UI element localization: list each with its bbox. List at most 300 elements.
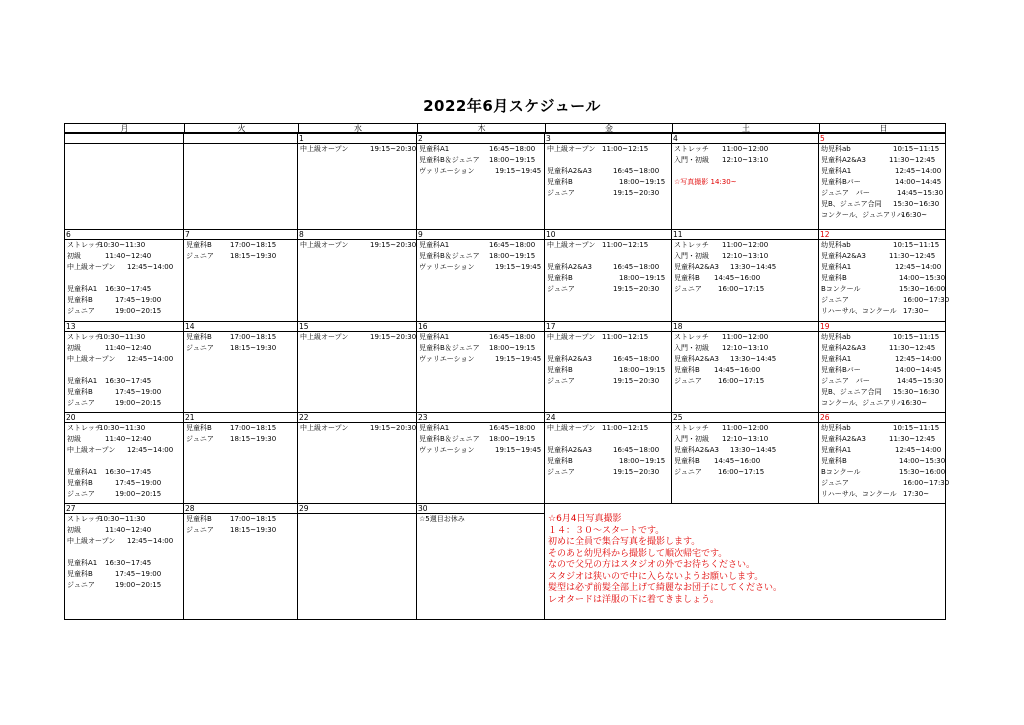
day-cell [544, 229, 671, 321]
schedule-entry [67, 284, 181, 294]
day-number: 1 [299, 134, 304, 143]
class-time: 16:45~18:00 [613, 167, 660, 175]
day-number: 22 [299, 413, 309, 422]
class-time: 11:00~12:00 [722, 333, 769, 341]
class-time: 11:30~12:45 [889, 156, 936, 164]
class-time: 19:15~20:30 [370, 241, 417, 249]
schedule-entry [186, 240, 295, 250]
class-time: 10:15~11:15 [893, 424, 940, 432]
day-number: 28 [185, 504, 195, 513]
day-number: 29 [299, 504, 309, 513]
class-name: 中上級オープン [547, 241, 596, 249]
day-cell [416, 412, 544, 503]
schedule-entry [547, 144, 669, 154]
schedule-entry [674, 240, 816, 250]
class-name: 児童科A1 [67, 468, 98, 476]
schedule-entry [419, 144, 542, 154]
notice-line: １４：３０～スタートです。 [548, 525, 665, 536]
schedule-entry [821, 332, 943, 342]
class-time: 10:30~11:30 [99, 515, 146, 523]
class-time: 11:00~12:15 [602, 333, 649, 341]
day-cell [671, 229, 818, 321]
class-name: 児童科Bバー [821, 366, 861, 374]
class-name: 中上級オープン [67, 263, 116, 271]
class-name: 児童科B [67, 570, 93, 578]
schedule-entry [547, 332, 669, 342]
schedule-entry [821, 155, 943, 165]
class-name: 初級 [67, 252, 81, 260]
class-time: 14:45~15:30 [897, 189, 944, 197]
schedule-entry [821, 467, 946, 477]
class-time: 12:45~14:00 [895, 446, 942, 454]
class-time: 16:45~18:00 [613, 446, 660, 454]
schedule-entry [419, 332, 542, 342]
class-time: 19:15~20:30 [370, 333, 417, 341]
class-time: 19:15~19:45 [495, 263, 542, 271]
class-time: 11:40~12:40 [105, 252, 152, 260]
class-time: 12:45~14:00 [127, 446, 174, 454]
class-name: 児童科A2&A3 [821, 252, 866, 260]
class-time: 11:00~12:00 [722, 424, 769, 432]
class-time: 10:30~11:30 [99, 333, 146, 341]
class-time: 19:15~20:30 [613, 285, 660, 293]
schedule-entry [547, 273, 669, 283]
schedule-entry [674, 467, 816, 477]
class-time: 16:45~18:00 [489, 424, 536, 432]
class-name: Bコンクール [821, 285, 861, 293]
day-number: 30 [418, 504, 428, 513]
class-name: 児童科A1 [821, 446, 852, 454]
day-number: 18 [673, 322, 683, 331]
class-time: 11:00~12:00 [722, 145, 769, 153]
day-number: 13 [66, 322, 76, 331]
class-time: 18:15~19:30 [230, 526, 277, 534]
class-name: ジュニア [67, 490, 95, 498]
class-time: 16:30~17:45 [105, 377, 152, 385]
schedule-entry [674, 456, 816, 466]
class-name: ジュニア [186, 435, 214, 443]
schedule-entry [821, 144, 943, 154]
day-number: 21 [185, 413, 195, 422]
schedule-entry [821, 398, 943, 408]
class-time: 11:30~12:45 [889, 252, 936, 260]
class-name: 児童科A1 [67, 285, 98, 293]
schedule-entry [67, 456, 181, 466]
class-time: 16:45~18:00 [489, 333, 536, 341]
class-name: 中上級オープン [547, 424, 596, 432]
class-name: 児童科B＆ジュニア [419, 344, 480, 352]
day-number: 20 [66, 413, 76, 422]
schedule-entry [674, 376, 816, 386]
schedule-entry [67, 398, 181, 408]
class-name: 児童科A2&A3 [547, 355, 592, 363]
schedule-entry [419, 262, 542, 272]
weekday-wed: 水 [298, 124, 417, 132]
schedule-entry [186, 514, 295, 524]
class-time: 10:15~11:15 [893, 241, 940, 249]
day-cell [183, 321, 297, 412]
class-time: 12:45~14:00 [127, 263, 174, 271]
class-name: ジュニア バー [821, 189, 870, 197]
class-time: 12:45~14:00 [127, 355, 174, 363]
class-name: 児童科A1 [67, 559, 98, 567]
class-name: 児童科Bバー [821, 178, 861, 186]
class-time: 12:45~14:00 [895, 167, 942, 175]
class-name: 幼児科ab [821, 424, 851, 432]
class-time: 16:30~17:45 [105, 468, 152, 476]
schedule-entry [67, 262, 181, 272]
schedule-entry [547, 166, 669, 176]
schedule-entry [67, 547, 181, 557]
class-name: 児童科B＆ジュニア [419, 252, 480, 260]
day-number: 3 [546, 134, 551, 143]
schedule-entry [67, 536, 181, 546]
schedule-entry [67, 273, 181, 283]
class-name: 児童科B [674, 457, 700, 465]
day-cell [818, 503, 946, 620]
schedule-entry [67, 240, 181, 250]
schedule-entry [547, 423, 669, 433]
schedule-entry [821, 365, 943, 375]
day-cell [183, 229, 297, 321]
schedule-entry [67, 489, 181, 499]
schedule-entry [419, 240, 542, 250]
schedule-entry [821, 284, 946, 294]
class-name: 児童科B＆ジュニア [419, 156, 480, 164]
schedule-entry [674, 354, 816, 364]
schedule-entry [67, 558, 181, 568]
class-time: 17:45~19:00 [115, 296, 162, 304]
class-name: 児童科A1 [419, 145, 450, 153]
class-name: 児童科B [186, 424, 212, 432]
class-name: リハーサル、コンクール [821, 307, 897, 315]
class-name: 中上級オープン [67, 355, 116, 363]
class-time: 11:40~12:40 [105, 526, 152, 534]
class-time: 16:00~17:15 [718, 285, 765, 293]
schedule-entry [821, 306, 943, 316]
class-time: 12:10~13:10 [722, 435, 769, 443]
class-name: ストレッチ [674, 424, 709, 432]
class-name: Bコンクール [821, 468, 861, 476]
schedule-entry [674, 445, 816, 455]
class-time: 16:30~ [901, 211, 928, 219]
day-cell [671, 321, 818, 412]
day-number: 16 [418, 322, 428, 331]
schedule-entry [547, 354, 669, 364]
schedule-entry [67, 376, 181, 386]
class-name: ☆5週目お休み [419, 515, 465, 523]
class-time: 16:45~18:00 [613, 355, 660, 363]
day-cell [183, 503, 297, 620]
class-time: 14:45~15:30 [897, 377, 944, 385]
schedule-entry [419, 434, 542, 444]
class-time: 10:15~11:15 [893, 145, 940, 153]
schedule-entry [67, 525, 181, 535]
class-name: 児童科A1 [419, 333, 450, 341]
schedule-entry [547, 284, 669, 294]
day-number: 2 [418, 134, 423, 143]
weekday-fri: 金 [545, 124, 672, 132]
day-cell [544, 133, 671, 229]
class-time: 10:15~11:15 [893, 333, 940, 341]
day-number: 19 [820, 322, 830, 331]
class-time: 18:00~19:15 [619, 366, 666, 374]
schedule-entry [821, 166, 943, 176]
class-name: 中上級オープン [67, 537, 116, 545]
class-name: 児童科A2&A3 [821, 435, 866, 443]
class-name: ジュニア [547, 377, 575, 385]
schedule-entry [674, 273, 816, 283]
class-name: ストレッチ [674, 241, 709, 249]
class-name: ☆写真撮影 14:30~ [674, 178, 737, 186]
class-time: 13:30~14:45 [730, 446, 777, 454]
class-name: ジュニア [674, 377, 702, 385]
schedule-entry [674, 262, 816, 272]
class-time: 11:40~12:40 [105, 344, 152, 352]
schedule-entry [547, 177, 669, 187]
class-name: 中上級オープン [67, 446, 116, 454]
day-number: 4 [673, 134, 678, 143]
class-time: 18:00~19:15 [619, 457, 666, 465]
notice-line: 髪型は必ず前髪全部上げて綺麗なお団子にしてください。 [548, 583, 783, 593]
day-number: 26 [820, 413, 830, 422]
class-name: 児童科B [67, 388, 93, 396]
class-name: 入門・初級 [674, 156, 709, 164]
day-number: 10 [546, 230, 556, 239]
schedule-entry [674, 177, 816, 187]
schedule-entry [419, 445, 542, 455]
day-cell [818, 412, 950, 503]
schedule-entry [674, 343, 816, 353]
class-time: 18:00~19:15 [489, 156, 536, 164]
day-cell [416, 321, 544, 412]
class-time: 19:15~19:45 [495, 446, 542, 454]
schedule-entry [674, 144, 816, 154]
schedule-entry [300, 144, 417, 154]
schedule-entry [67, 569, 181, 579]
schedule-entry [419, 343, 542, 353]
schedule-entry [547, 155, 669, 165]
class-time: 16:30~17:45 [105, 559, 152, 567]
schedule-entry [67, 387, 181, 397]
class-name: 児童科A2&A3 [547, 263, 592, 271]
day-cell [64, 412, 183, 503]
schedule-entry [300, 240, 417, 250]
class-name: ジュニア [186, 252, 214, 260]
class-name: 中上級オープン [547, 145, 596, 153]
class-time: 17:30~ [903, 307, 930, 315]
class-name: ヴァリエーション [419, 446, 475, 454]
schedule-entry [821, 210, 943, 220]
class-name: ストレッチ [67, 515, 102, 523]
schedule-entry [67, 423, 181, 433]
class-time: 15:30~16:00 [899, 468, 946, 476]
class-name: ジュニア [547, 285, 575, 293]
class-time: 17:45~19:00 [115, 479, 162, 487]
schedule-entry [419, 514, 542, 524]
schedule-entry [67, 306, 181, 316]
class-name: ストレッチ [674, 333, 709, 341]
class-name: リハーサル、コンクール [821, 490, 897, 498]
day-cell [64, 229, 183, 321]
day-cell [297, 321, 416, 412]
page-title: 2022年6月スケジュール [423, 97, 601, 115]
day-number: 23 [418, 413, 428, 422]
class-name: 児童科B [67, 479, 93, 487]
class-time: 17:45~19:00 [115, 388, 162, 396]
schedule-entry [821, 343, 943, 353]
class-time: 10:30~11:30 [99, 241, 146, 249]
day-cell [297, 412, 416, 503]
notice-line: ☆6月4日写真撮影 [548, 514, 622, 524]
schedule-entry [419, 423, 542, 433]
day-cell [64, 503, 183, 620]
class-time: 12:45~14:00 [895, 263, 942, 271]
class-name: 児童科B [67, 296, 93, 304]
day-number: 12 [820, 230, 830, 239]
schedule-entry [67, 445, 181, 455]
day-cell [671, 412, 818, 503]
class-name: 入門・初級 [674, 344, 709, 352]
class-name: ヴァリエーション [419, 263, 475, 271]
schedule-entry [547, 376, 669, 386]
day-cell [416, 133, 544, 229]
class-name: 幼児科ab [821, 241, 851, 249]
schedule-entry [300, 423, 417, 433]
day-cell [297, 133, 416, 229]
class-time: 19:00~20:15 [115, 581, 162, 589]
schedule-entry [67, 514, 181, 524]
class-time: 10:30~11:30 [99, 424, 146, 432]
class-time: 14:45~16:00 [714, 366, 761, 374]
class-name: 児童科A2&A3 [674, 446, 719, 454]
schedule-entry [821, 354, 943, 364]
class-name: 児童科A1 [419, 241, 450, 249]
day-cell [671, 133, 818, 229]
schedule-entry [821, 376, 943, 386]
schedule-entry [821, 251, 943, 261]
class-time: 17:00~18:15 [230, 241, 277, 249]
class-time: 16:00~17:15 [718, 377, 765, 385]
schedule-entry [821, 434, 943, 444]
class-name: 中上級オープン [300, 241, 349, 249]
schedule-entry [547, 251, 669, 261]
schedule-entry [674, 284, 816, 294]
class-name: 児童科B [821, 457, 847, 465]
day-number: 25 [673, 413, 683, 422]
day-divider [184, 143, 297, 144]
class-time: 19:00~20:15 [115, 490, 162, 498]
class-name: ストレッチ [67, 333, 102, 341]
schedule-entry [186, 332, 295, 342]
schedule-entry [821, 199, 943, 209]
class-time: 18:00~19:15 [619, 178, 666, 186]
day-cell [64, 321, 183, 412]
class-time: 19:15~20:30 [370, 145, 417, 153]
class-name: 幼児科ab [821, 145, 851, 153]
schedule-entry [67, 434, 181, 444]
class-time: 18:15~19:30 [230, 252, 277, 260]
class-time: 16:45~18:00 [489, 241, 536, 249]
class-name: 初級 [67, 435, 81, 443]
schedule-entry [67, 354, 181, 364]
class-time: 19:15~19:45 [495, 355, 542, 363]
class-time: 18:15~19:30 [230, 344, 277, 352]
class-time: 17:30~ [903, 490, 930, 498]
class-name: 児童科B [674, 366, 700, 374]
class-name: 児童科A2&A3 [821, 344, 866, 352]
day-cell [818, 133, 946, 229]
schedule-entry [674, 434, 816, 444]
class-name: コンクール、ジュニアリハ [821, 399, 904, 407]
class-time: 12:10~13:10 [722, 156, 769, 164]
class-time: 19:00~20:15 [115, 307, 162, 315]
class-time: 18:00~19:15 [489, 252, 536, 260]
schedule-entry [67, 365, 181, 375]
class-time: 17:00~18:15 [230, 424, 277, 432]
class-name: ジュニア [674, 468, 702, 476]
schedule-entry [547, 240, 669, 250]
class-time: 14:00~14:45 [895, 178, 942, 186]
schedule-entry [674, 365, 816, 375]
class-time: 14:00~15:30 [899, 457, 946, 465]
schedule-entry [821, 273, 946, 283]
day-divider [298, 513, 416, 514]
class-name: 初級 [67, 526, 81, 534]
schedule-entry [821, 456, 946, 466]
class-time: 12:45~14:00 [127, 537, 174, 545]
class-name: 児B、ジュニア合同 [821, 388, 882, 396]
day-number: 15 [299, 322, 309, 331]
class-time: 12:10~13:10 [722, 252, 769, 260]
class-time: 13:30~14:45 [730, 263, 777, 271]
schedule-entry [186, 251, 295, 261]
schedule-entry [67, 478, 181, 488]
photo-notice [548, 514, 828, 606]
day-number: 24 [546, 413, 556, 422]
class-name: 入門・初級 [674, 435, 709, 443]
class-time: 18:15~19:30 [230, 435, 277, 443]
class-time: 11:40~12:40 [105, 435, 152, 443]
class-name: ジュニア [547, 468, 575, 476]
class-name: 児童科A2&A3 [674, 263, 719, 271]
schedule-entry [419, 354, 542, 364]
class-name: ジュニア [674, 285, 702, 293]
class-time: 11:00~12:15 [602, 145, 649, 153]
schedule-entry [547, 188, 669, 198]
notice-line: スタジオは狭いので中に入らないようお願いします。 [548, 571, 764, 582]
schedule-entry [419, 251, 542, 261]
class-name: ジュニア [821, 479, 849, 487]
schedule-entry [186, 434, 295, 444]
class-name: 児童科A2&A3 [674, 355, 719, 363]
class-name: ストレッチ [674, 145, 709, 153]
schedule-entry [300, 332, 417, 342]
class-time: 18:00~19:15 [489, 344, 536, 352]
class-time: 15:30~16:30 [893, 388, 940, 396]
schedule-entry [821, 295, 950, 305]
day-cell [297, 229, 416, 321]
schedule-entry [186, 343, 295, 353]
class-name: ヴァリエーション [419, 167, 475, 175]
class-name: 児童科B [186, 241, 212, 249]
class-name: 児童科B [547, 274, 573, 282]
class-name: ジュニア [186, 344, 214, 352]
schedule-entry [674, 166, 816, 176]
schedule-entry [419, 155, 542, 165]
schedule-entry [821, 240, 943, 250]
day-cell [818, 321, 946, 412]
